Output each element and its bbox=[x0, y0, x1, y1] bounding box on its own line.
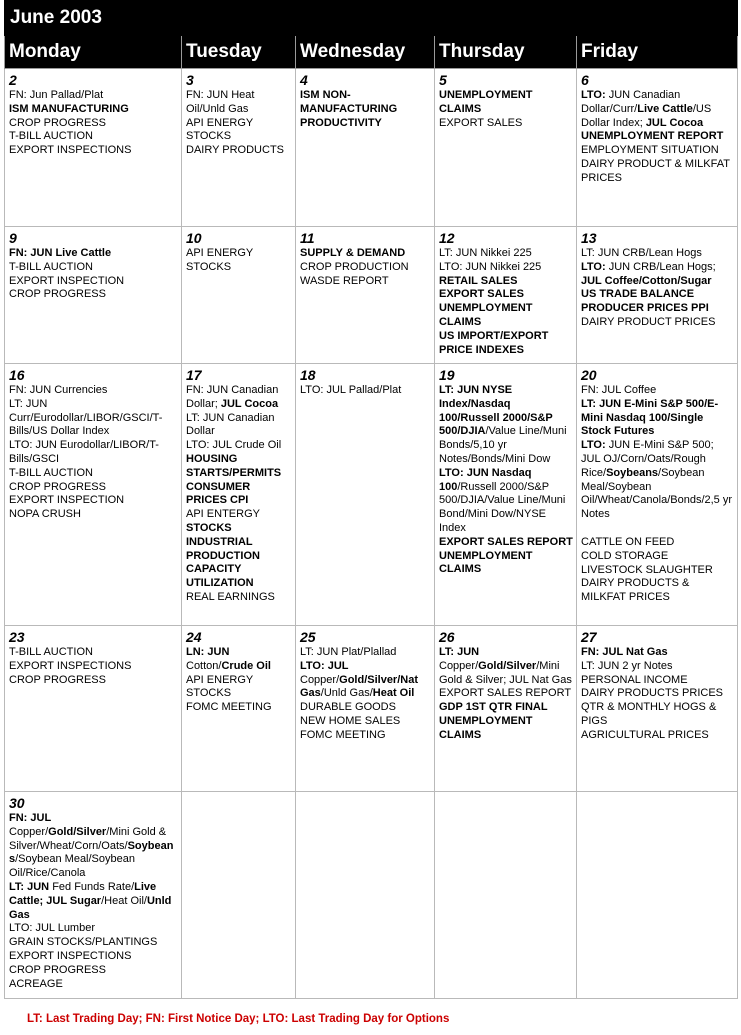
event-text: LTO: JUN Nikkei 225 bbox=[439, 260, 542, 273]
event-line bbox=[581, 130, 734, 144]
event-text: AGRICULTURAL PRICES bbox=[581, 728, 709, 741]
event-text: /US Dollar Index; bbox=[581, 102, 712, 129]
event-line bbox=[439, 550, 573, 578]
event-line bbox=[9, 261, 178, 275]
event-line bbox=[9, 89, 178, 103]
day-number: 30 bbox=[9, 795, 25, 811]
day-cell bbox=[5, 626, 182, 792]
event-text: Fed Funds Rate/ bbox=[49, 880, 135, 893]
event-text: LTO: JUL Crude Oil bbox=[186, 439, 282, 452]
event-text: FN: JUL bbox=[9, 812, 52, 824]
day-cell bbox=[435, 69, 577, 227]
event-text: EXPORT INSPECTION bbox=[9, 494, 125, 507]
event-line bbox=[186, 646, 292, 674]
event-text: ISM MANUFACTURING bbox=[9, 102, 129, 115]
event-line bbox=[581, 536, 734, 550]
event-line bbox=[300, 275, 431, 289]
event-text: EXPORT INSPECTIONS bbox=[9, 949, 132, 962]
event-text: LT: JUN E-Mini S&P 500/E-Mini Nasdaq 100/Single Stock Futures bbox=[581, 397, 719, 438]
event-line bbox=[9, 674, 178, 688]
day-cell bbox=[435, 626, 577, 792]
event-line bbox=[439, 536, 573, 550]
event-text: Crude Oil bbox=[221, 659, 271, 672]
event-text: /Soybean Meal/Soybean Oil/Wheat/Canola/Bonds/2,5 yr Notes bbox=[581, 466, 733, 521]
event-line bbox=[439, 646, 573, 687]
day-number: 25 bbox=[300, 629, 316, 645]
event-text: DURABLE GOODS bbox=[300, 701, 396, 714]
event-line bbox=[9, 439, 178, 467]
event-line bbox=[581, 384, 734, 398]
event-line bbox=[300, 261, 431, 275]
event-text: FN: JUN Heat Oil/Unld Gas bbox=[186, 89, 255, 115]
event-text: PRODUCTIVITY bbox=[300, 116, 382, 129]
day-number: 13 bbox=[581, 230, 597, 246]
calendar-table bbox=[4, 0, 738, 999]
event-text: API ENTERGY bbox=[186, 508, 260, 521]
event-text: EXPORT SALES bbox=[439, 116, 523, 129]
event-text: API ENERGY STOCKS bbox=[186, 247, 254, 273]
event-text: /Value Line/Muni Bonds/5,10 yr Notes/Bonds/Mini Dow bbox=[439, 425, 567, 465]
event-line bbox=[300, 646, 431, 660]
event-text: FOMC MEETING bbox=[300, 728, 386, 741]
event-text: EXPORT INSPECTIONS bbox=[9, 659, 132, 672]
event-text: LN: JUN bbox=[186, 646, 230, 658]
day-cell bbox=[577, 792, 738, 999]
event-text: LTO: bbox=[581, 260, 606, 273]
event-text: UNEMPLOYMENT REPORT bbox=[581, 130, 724, 143]
event-text: CROP PROGRESS bbox=[9, 288, 106, 301]
event-text: EMPLOYMENT SITUATION bbox=[581, 144, 719, 157]
event-line bbox=[581, 89, 734, 130]
day-cell bbox=[182, 69, 296, 227]
event-text: /Unld Gas/ bbox=[320, 687, 373, 700]
event-line bbox=[581, 398, 734, 439]
event-text: LT: JUN Canadian Dollar bbox=[186, 411, 275, 438]
event-line bbox=[186, 439, 292, 453]
event-line bbox=[581, 316, 734, 330]
day-number: 23 bbox=[9, 629, 25, 645]
event-line bbox=[300, 701, 431, 715]
event-line bbox=[186, 536, 292, 591]
event-text: Gold/Silver/Nat Gas bbox=[300, 673, 418, 700]
event-line bbox=[9, 812, 178, 826]
event-line bbox=[9, 936, 178, 950]
event-text: DAIRY PRODUCTS PRICES bbox=[581, 687, 724, 700]
event-text: T-BILL AUCTION bbox=[9, 466, 93, 479]
event-text: /Russell 2000/S&P 500/DJIA/Value Line/Muni Bond/Mini Dow/NYSE Index bbox=[439, 480, 566, 534]
event-text: FN: JUN Live Cattle bbox=[9, 247, 112, 259]
legend-text: LT: Last Trading Day; FN: First Notice Day; LTO: Last Trading Day for Options bbox=[27, 1013, 450, 1025]
event-text: LT: JUN Plat/Plallad bbox=[300, 646, 397, 658]
day-number: 18 bbox=[300, 367, 316, 383]
event-line bbox=[9, 481, 178, 495]
event-line bbox=[581, 646, 734, 660]
event-text: LTO: JUL bbox=[300, 659, 349, 672]
event-text: LTO: bbox=[581, 89, 606, 101]
event-text: EXPORT SALES REPORT bbox=[439, 687, 572, 700]
event-text: CROP PRODUCTION bbox=[300, 260, 409, 273]
event-text: Unld Gas bbox=[9, 894, 172, 921]
event-text: UNEMPLOYMENT CLAIMS bbox=[439, 302, 533, 328]
event-text: PERSONAL INCOME bbox=[581, 673, 688, 686]
event-line bbox=[9, 384, 178, 398]
event-text: DAIRY PRODUCT & MILKFAT PRICES bbox=[581, 157, 730, 184]
event-line bbox=[186, 481, 292, 509]
event-text: JUL Coffee/Cotton/Sugar bbox=[581, 274, 712, 287]
day-cell bbox=[5, 69, 182, 227]
event-line bbox=[581, 687, 734, 701]
event-text: FN: JUL Coffee bbox=[581, 384, 657, 396]
event-text: CROP PROGRESS bbox=[9, 116, 106, 129]
event-line bbox=[581, 439, 734, 522]
event-text: RETAIL SALES bbox=[439, 274, 518, 287]
event-line bbox=[9, 881, 178, 922]
event-line bbox=[439, 330, 573, 358]
event-text: SUPPLY & DEMAND bbox=[300, 247, 406, 259]
event-text: WASDE REPORT bbox=[300, 274, 389, 287]
day-number: 4 bbox=[300, 72, 308, 88]
event-text: FN: Jun Pallad/Plat bbox=[9, 89, 104, 101]
event-text: GDP 1ST QTR FINAL bbox=[439, 701, 548, 714]
day-number: 10 bbox=[186, 230, 202, 246]
event-text: UNEMPLOYMENT CLAIMS bbox=[439, 549, 533, 576]
event-text: ACREAGE bbox=[9, 977, 63, 990]
event-text: LT: JUN Curr/Eurodollar/LIBOR/GSCI/T-Bills/US Dollar Index bbox=[9, 397, 163, 438]
month-title: June 2003 bbox=[5, 1, 738, 36]
event-text: NOPA CRUSH bbox=[9, 508, 81, 521]
day-cell bbox=[5, 364, 182, 626]
event-text: FN: JUN Currencies bbox=[9, 384, 108, 396]
event-line bbox=[9, 964, 178, 978]
event-line bbox=[9, 103, 178, 117]
week-row bbox=[5, 792, 738, 999]
day-number: 20 bbox=[581, 367, 597, 383]
event-line bbox=[300, 384, 431, 398]
day-number: 6 bbox=[581, 72, 589, 88]
week-row bbox=[5, 626, 738, 792]
event-text: Gold/Silver bbox=[48, 825, 107, 838]
day-number: 11 bbox=[300, 230, 315, 246]
event-text: LTO: JUN Eurodollar/LIBOR/T-Bills/GSCI bbox=[9, 439, 159, 465]
event-line bbox=[439, 247, 573, 261]
week-row bbox=[5, 227, 738, 364]
day-cell bbox=[296, 792, 435, 999]
event-text: EXPORT INSPECTION bbox=[9, 274, 125, 287]
event-text: US IMPORT/EXPORT PRICE INDEXES bbox=[439, 329, 549, 356]
event-line bbox=[186, 89, 292, 117]
event-text: API ENERGY STOCKS bbox=[186, 116, 254, 143]
event-text: LIVESTOCK SLAUGHTER bbox=[581, 563, 713, 576]
day-cell bbox=[5, 227, 182, 364]
event-line bbox=[9, 288, 178, 302]
event-text: QTR & MONTHLY HOGS & PIGS bbox=[581, 701, 717, 727]
event-text: Live Cattle bbox=[637, 102, 693, 115]
event-text: LTO: JUL Pallad/Plat bbox=[300, 384, 402, 396]
day-number: 5 bbox=[439, 72, 447, 88]
weekday-monday: Monday bbox=[5, 36, 182, 69]
event-text: Copper/ bbox=[9, 825, 49, 838]
event-line bbox=[439, 687, 573, 701]
event-line bbox=[300, 247, 431, 261]
event-text: Heat Oil bbox=[372, 687, 415, 700]
event-line bbox=[9, 117, 178, 131]
day-number: 26 bbox=[439, 629, 455, 645]
event-text: LT: JUN bbox=[9, 880, 50, 893]
day-number: 3 bbox=[186, 72, 194, 88]
event-text: Cotton/ bbox=[186, 659, 222, 672]
event-line bbox=[300, 729, 431, 743]
event-text: LT: JUN Nikkei 225 bbox=[439, 247, 532, 259]
event-text: JUL Cocoa bbox=[220, 397, 279, 410]
event-line bbox=[9, 467, 178, 481]
event-line bbox=[186, 412, 292, 440]
event-text: REAL EARNINGS bbox=[186, 590, 275, 603]
event-line bbox=[300, 117, 431, 131]
event-line bbox=[9, 508, 178, 522]
event-line bbox=[186, 117, 292, 145]
event-text: LT: JUN 2 yr Notes bbox=[581, 659, 673, 672]
day-cell bbox=[296, 626, 435, 792]
event-line bbox=[581, 144, 734, 158]
day-cell bbox=[577, 364, 738, 626]
event-text: CROP PROGRESS bbox=[9, 673, 106, 686]
day-cell bbox=[296, 364, 435, 626]
event-text: UNEMPLOYMENT CLAIMS bbox=[439, 714, 533, 741]
event-line bbox=[439, 715, 573, 743]
event-line bbox=[581, 247, 734, 261]
event-line bbox=[186, 508, 292, 536]
weekday-thursday: Thursday bbox=[435, 36, 577, 69]
event-line bbox=[439, 384, 573, 467]
event-line bbox=[581, 701, 734, 729]
event-line bbox=[9, 275, 178, 289]
event-line bbox=[300, 660, 431, 701]
day-number: 2 bbox=[9, 72, 17, 88]
event-text: EXPORT SALES REPORT bbox=[439, 535, 573, 548]
event-text: LT: JUN NYSE Index/Nasdaq 100/Russell 2000/S&P 500/DJIA bbox=[439, 384, 553, 438]
event-text: JUN Canadian Dollar/Curr/ bbox=[581, 89, 681, 115]
day-cell bbox=[5, 792, 182, 999]
event-text: FOMC MEETING bbox=[186, 701, 272, 714]
event-text: T-BILL AUCTION bbox=[9, 260, 93, 273]
event-line bbox=[581, 288, 734, 302]
event-line bbox=[186, 384, 292, 412]
week-row bbox=[5, 364, 738, 626]
event-line bbox=[581, 674, 734, 688]
event-text: Soybeans bbox=[9, 839, 174, 866]
event-text: LT: JUN bbox=[439, 646, 480, 658]
calendar-weeks bbox=[5, 69, 738, 999]
event-text: CONSUMER PRICES CPI bbox=[186, 480, 251, 507]
event-text: API ENERGY STOCKS bbox=[186, 673, 254, 700]
day-number: 16 bbox=[9, 367, 25, 383]
day-number: 19 bbox=[439, 367, 455, 383]
event-text: CATTLE ON FEED bbox=[581, 535, 675, 548]
event-text: /Mini Gold & Silver/Wheat/Corn/Oats/ bbox=[9, 825, 167, 852]
event-line bbox=[581, 660, 734, 674]
weekday-friday: Friday bbox=[577, 36, 738, 69]
event-text: CROP PROGRESS bbox=[9, 480, 106, 493]
day-number: 9 bbox=[9, 230, 17, 246]
day-cell bbox=[296, 227, 435, 364]
event-text: Soybeans bbox=[606, 466, 659, 479]
weekday-header-row bbox=[5, 36, 738, 69]
event-text: FN: JUN Canadian Dollar; bbox=[186, 384, 279, 410]
day-number: 12 bbox=[439, 230, 455, 246]
event-line bbox=[186, 144, 292, 158]
event-text: STOCKS bbox=[186, 521, 232, 534]
event-line bbox=[439, 89, 573, 117]
event-text: Live Cattle; JUL Sugar bbox=[9, 880, 157, 907]
day-cell bbox=[435, 792, 577, 999]
event-text: CROP PROGRESS bbox=[9, 963, 106, 976]
event-line bbox=[439, 701, 573, 715]
event-line bbox=[9, 144, 178, 158]
day-cell bbox=[577, 227, 738, 364]
event-line bbox=[9, 660, 178, 674]
event-text: /Heat Oil/ bbox=[101, 894, 147, 907]
day-cell bbox=[435, 364, 577, 626]
event-line bbox=[186, 591, 292, 605]
event-text: PRODUCER PRICES PPI bbox=[581, 302, 709, 315]
event-text: HOUSING STARTS/PERMITS bbox=[186, 452, 282, 479]
event-line bbox=[439, 288, 573, 302]
weekday-tuesday: Tuesday bbox=[182, 36, 296, 69]
event-line bbox=[581, 577, 734, 605]
event-text: NEW HOME SALES bbox=[300, 714, 401, 727]
event-text: LT: JUN CRB/Lean Hogs bbox=[581, 247, 702, 259]
weekday-wednesday: Wednesday bbox=[296, 36, 435, 69]
event-text: COLD STORAGE bbox=[581, 549, 669, 562]
event-line bbox=[9, 398, 178, 439]
event-text: /Soybean Meal/Soybean Oil/Rice/Canola bbox=[9, 853, 135, 880]
day-cell bbox=[182, 364, 296, 626]
event-text: JUL Cocoa bbox=[645, 116, 704, 129]
day-cell bbox=[577, 69, 738, 227]
day-cell bbox=[296, 69, 435, 227]
event-line bbox=[439, 117, 573, 131]
event-line bbox=[9, 922, 178, 936]
event-line bbox=[581, 550, 734, 564]
event-text: T-BILL AUCTION bbox=[9, 646, 93, 658]
event-text: ISM NON-MANUFACTURING bbox=[300, 89, 398, 115]
event-text: US TRADE BALANCE bbox=[581, 288, 695, 301]
event-text: LTO: JUN Nasdaq 100 bbox=[439, 466, 532, 493]
event-text: T-BILL AUCTION bbox=[9, 130, 93, 143]
event-text: LTO: JUL Lumber bbox=[9, 922, 95, 935]
event-line bbox=[9, 978, 178, 992]
event-line bbox=[300, 89, 431, 117]
day-number: 17 bbox=[186, 367, 202, 383]
event-text: /Mini Gold & Silver; JUL Nat Gas bbox=[439, 659, 572, 686]
event-text: JUN E-Mini S&P 500; JUL OJ/Corn/Oats/Rough Rice/ bbox=[581, 439, 714, 479]
day-cell bbox=[435, 227, 577, 364]
event-line bbox=[581, 564, 734, 578]
event-line bbox=[439, 302, 573, 330]
event-text: EXPORT SALES bbox=[439, 288, 524, 301]
event-line bbox=[186, 674, 292, 702]
event-line bbox=[581, 158, 734, 186]
day-cell bbox=[182, 792, 296, 999]
event-text: Copper/ bbox=[300, 673, 340, 686]
event-line bbox=[9, 950, 178, 964]
event-text: DAIRY PRODUCT PRICES bbox=[581, 315, 716, 328]
event-text: LTO: bbox=[581, 439, 606, 452]
event-line bbox=[9, 494, 178, 508]
event-line bbox=[439, 467, 573, 536]
event-line bbox=[9, 130, 178, 144]
event-line bbox=[186, 247, 292, 275]
event-line bbox=[9, 826, 178, 881]
event-line bbox=[439, 261, 573, 275]
event-text: DAIRY PRODUCTS bbox=[186, 144, 285, 157]
event-line bbox=[439, 275, 573, 289]
event-text: Copper/ bbox=[439, 659, 479, 672]
day-cell bbox=[577, 626, 738, 792]
event-text: JUN CRB/Lean Hogs; bbox=[605, 260, 716, 273]
event-text: FN: JUL Nat Gas bbox=[581, 646, 668, 658]
day-cell bbox=[182, 227, 296, 364]
event-line bbox=[9, 247, 178, 261]
event-line bbox=[581, 261, 734, 289]
event-line bbox=[9, 646, 178, 660]
event-text: INDUSTRIAL PRODUCTION CAPACITY UTILIZATION bbox=[186, 535, 260, 590]
event-text: UNEMPLOYMENT CLAIMS bbox=[439, 89, 533, 115]
day-number: 24 bbox=[186, 629, 202, 645]
day-cell bbox=[182, 626, 296, 792]
week-row bbox=[5, 69, 738, 227]
event-line bbox=[300, 715, 431, 729]
event-text: DAIRY PRODUCTS & MILKFAT PRICES bbox=[581, 577, 690, 604]
day-number: 27 bbox=[581, 629, 597, 645]
event-line bbox=[186, 701, 292, 715]
event-line bbox=[186, 453, 292, 481]
event-line bbox=[581, 729, 734, 743]
event-text: Gold/Silver bbox=[478, 659, 537, 672]
event-text: EXPORT INSPECTIONS bbox=[9, 144, 132, 157]
event-text: GRAIN STOCKS/PLANTINGS bbox=[9, 936, 158, 949]
event-line bbox=[581, 302, 734, 316]
event-line bbox=[581, 522, 734, 536]
